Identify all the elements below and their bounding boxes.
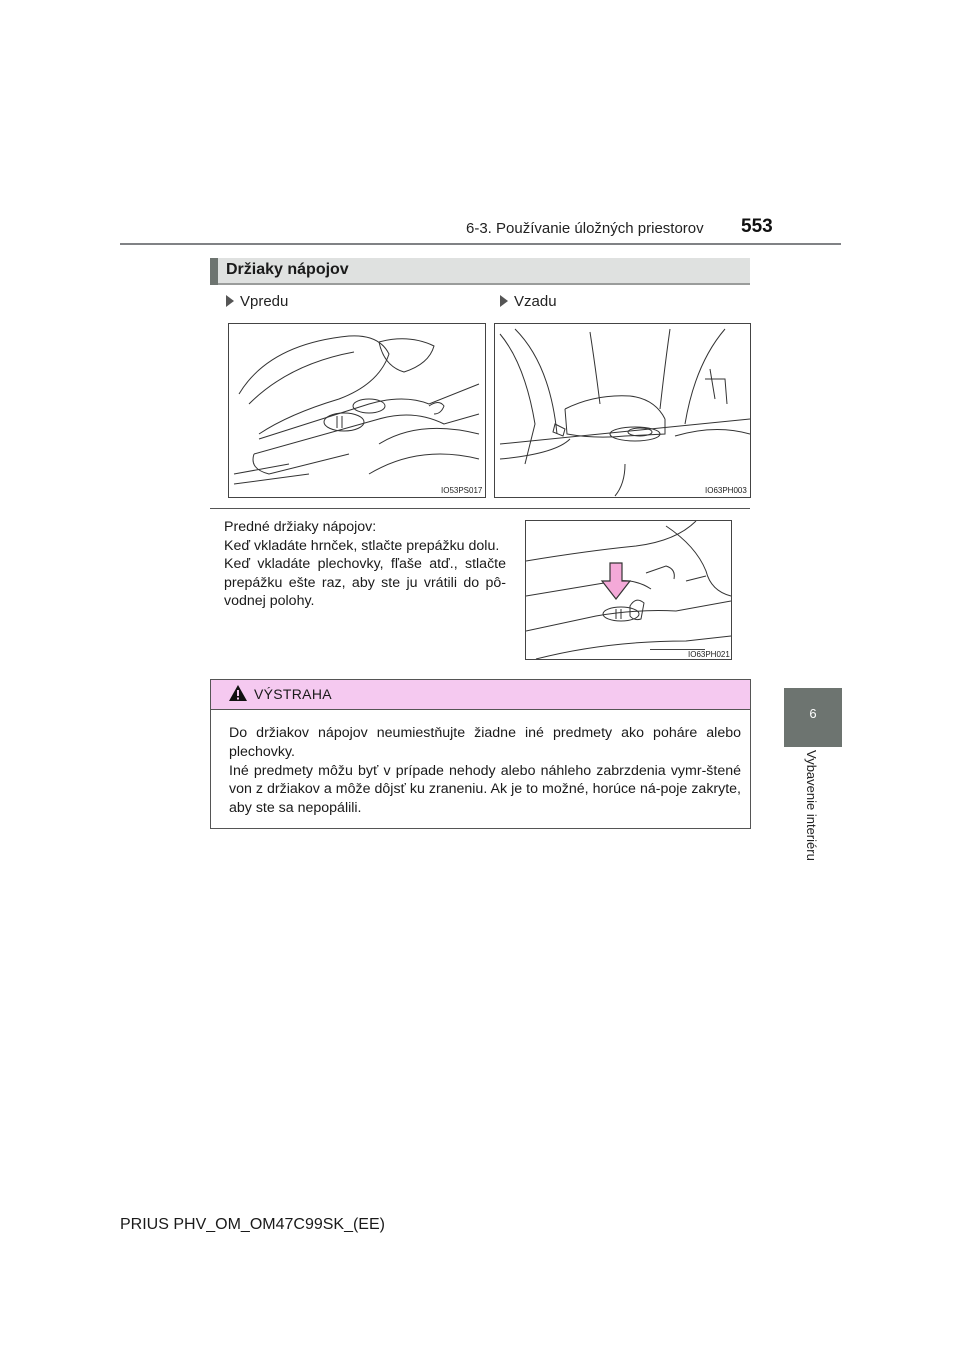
front-figure-code: IO53PS017: [441, 486, 483, 495]
running-header-section: 6-3. Používanie úložných priestorov: [466, 220, 704, 237]
warning-triangle-icon: [228, 684, 248, 707]
front-cupholder-illustration: [228, 323, 486, 498]
warning-text: [229, 724, 741, 818]
detail-figure-code: IO63PH021: [688, 650, 730, 659]
triangle-bullet-icon: [500, 295, 508, 307]
triangle-bullet-icon: [226, 295, 234, 307]
section-title-accent: [210, 258, 218, 285]
body-paragraph: Keď vkladáte plechovky, fľaše atď., stlačte prepážku ešte raz, aby ste ju vrátili do pô-vodnej polohy.: [224, 556, 506, 610]
rear-label: Vzadu: [500, 293, 557, 310]
warning-paragraph: Do držiakov nápojov neumiestňujte žiadne iné predmety ako poháre alebo plechovky.: [229, 725, 741, 760]
warning-paragraph: Iné predmety môžu byť v prípade nehody alebo náhleho zabrzdenia vymr-štené von z držiakov a môže dôjsť ku zraneniu. Ak je to možné, horúce ná-poje zakryte, aby ste sa nepopálili.: [229, 762, 741, 817]
header-rule: [120, 243, 841, 245]
body-paragraph: Predné držiaky nápojov:: [224, 519, 377, 535]
document-footer: PRIUS PHV_OM_OM47C99SK_(EE): [120, 1216, 385, 1233]
section-title: Držiaky nápojov: [226, 261, 349, 278]
chapter-number: 6: [809, 706, 817, 721]
page-number: 553: [741, 216, 773, 237]
rear-cupholder-illustration: [494, 323, 751, 498]
chapter-label: Vybavenie interiéru: [804, 750, 819, 861]
rear-figure-code: IO63PH003: [705, 486, 747, 495]
section-divider: [210, 508, 750, 509]
front-label: Vpredu: [226, 293, 288, 310]
front-holder-instructions: [224, 518, 506, 611]
warning-title: VÝSTRAHA: [254, 686, 332, 702]
body-paragraph: Keď vkladáte hrnček, stlačte prepážku dolu.: [224, 537, 500, 554]
divider-press-illustration: [525, 520, 732, 660]
